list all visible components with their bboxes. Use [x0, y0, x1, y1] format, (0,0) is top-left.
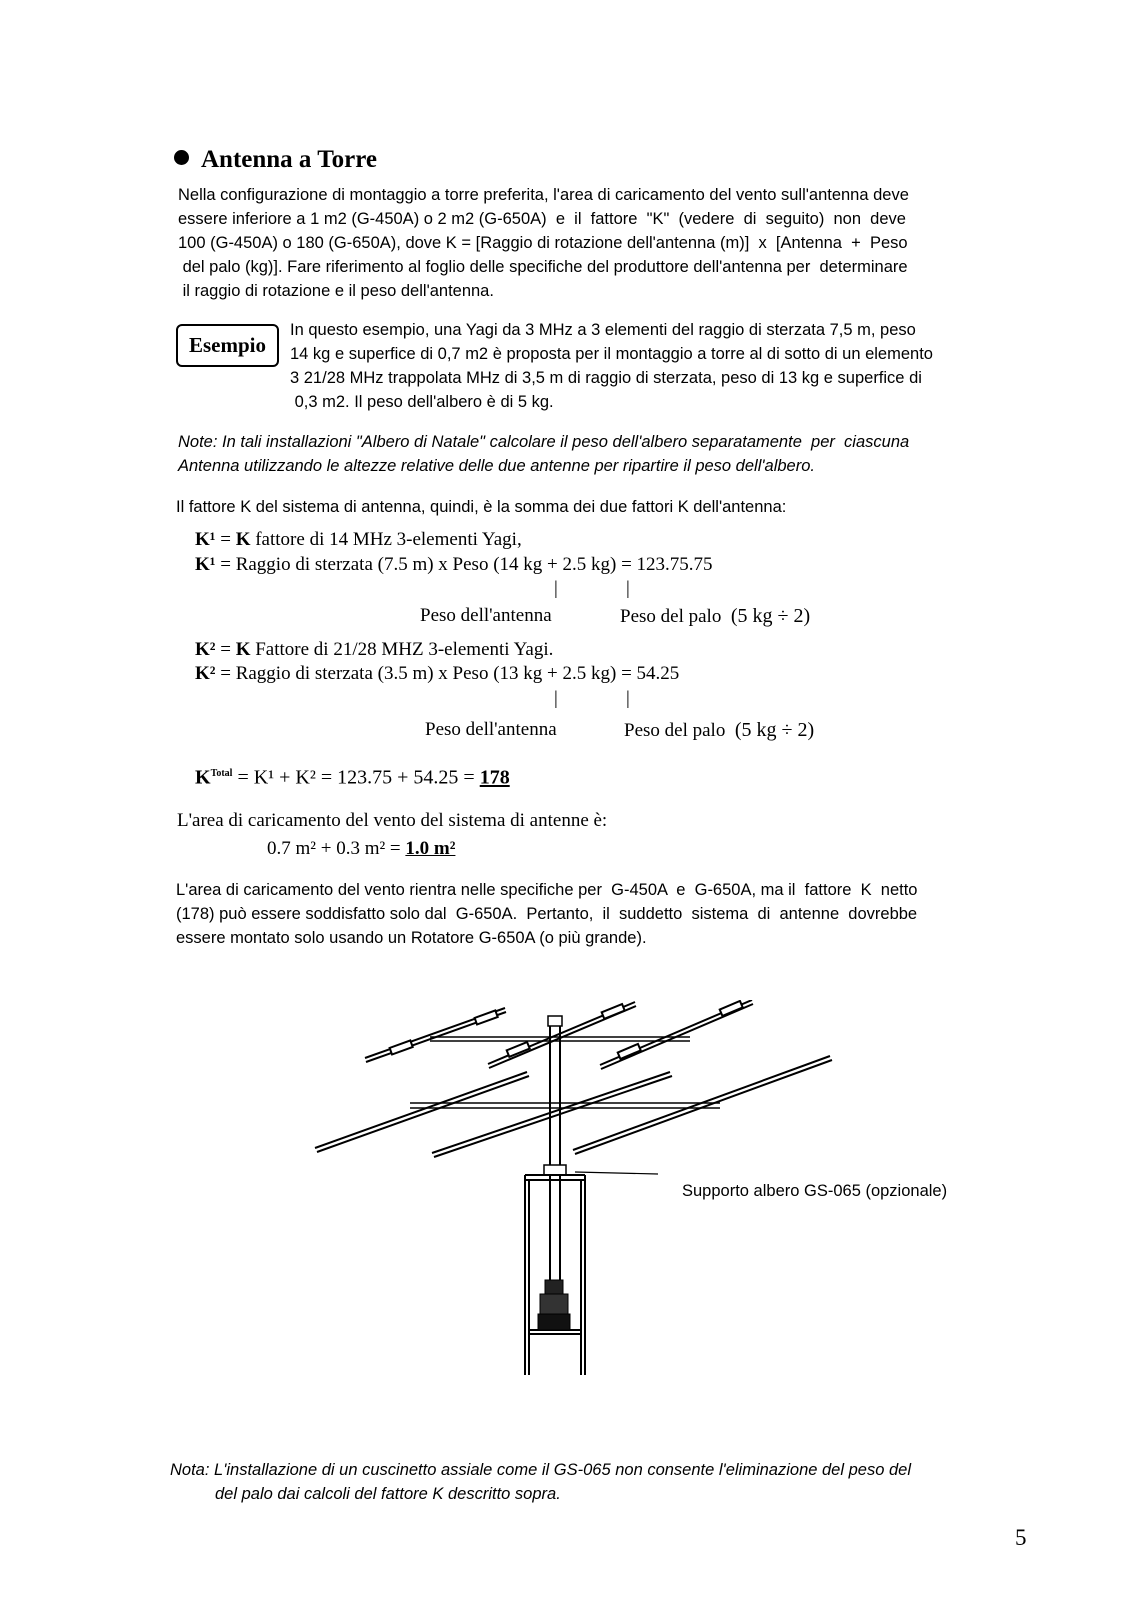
k1-antenna-tick: |	[554, 578, 558, 599]
intro-paragraph	[178, 183, 1016, 303]
note-line: Antenna utilizzando le altezze relative delle due antenne per ripartire il peso dell'albero.	[178, 457, 815, 475]
k2-pole-calc: (5 kg ÷ 2)	[734, 719, 815, 741]
example-line: 14 kg e superfice di 0,7 m2 è proposta per il montaggio a torre al di sotto di un elemento	[290, 345, 933, 363]
k2-definition: K² = K Fattore di 21/28 MHZ 3-elementi Yagi.	[195, 639, 554, 660]
k1-calculation: K¹ = Raggio di sterzata (7.5 m) x Peso (14 kg + 2.5 kg) = 123.75.75	[195, 554, 713, 575]
lower-elements	[315, 1056, 832, 1157]
note-christmas-tree	[178, 430, 909, 478]
k-total-equation	[195, 762, 510, 790]
k-total-symbol: K	[195, 766, 211, 789]
k1-formula: Raggio di sterzata (7.5 m) x Peso (14 kg + 2.5 kg) = 123.75.75	[230, 554, 713, 575]
k-intro-text: Il fattore K del sistema di antenna, quindi, è la somma dei due fattori K dell'antenna:	[176, 498, 787, 516]
k2-antenna-weight-label: Peso dell'antenna	[425, 719, 557, 740]
intro-line: 100 (G-450A) o 180 (G-650A), dove K = [Raggio di rotazione dell'antenna (m)] x [Antenna + Peso	[178, 234, 908, 252]
intro-line: il raggio di rotazione e il peso dell'antenna.	[178, 282, 494, 300]
conclusion-line: L'area di caricamento del vento rientra nelle specifiche per G-450A e G-650A, ma il fattore K netto	[176, 881, 918, 899]
example-line: 0,3 m2. Il peso dell'albero è di 5 kg.	[290, 393, 554, 411]
k-total-result: 178	[479, 766, 510, 789]
section-heading	[174, 146, 377, 174]
conclusion-line: essere montato solo usando un Rotatore G-650A (o più grande).	[176, 929, 647, 947]
example-line: 3 21/28 MHz trappolata MHz di 3,5 m di raggio di sterzata, peso di 13 kg e superfice di	[290, 369, 922, 387]
note-bearing	[170, 1458, 911, 1506]
k2-formula: Raggio di sterzata (3.5 m) x Peso (13 kg + 2.5 kg) = 54.25	[230, 663, 680, 684]
k1-description: fattore di 14 MHz 3-elementi Yagi,	[250, 529, 522, 550]
example-badge: Esempio	[176, 324, 279, 367]
note-line: Nota: L'installazione di un cuscinetto assiale come il GS-065 non consente l'eliminazione del peso del	[170, 1461, 911, 1479]
wind-area-result: 1.0 m²	[405, 838, 456, 859]
k2-pole-tick: |	[626, 688, 630, 709]
intro-line: Nella configurazione di montaggio a torre preferita, l'area di caricamento del vento sull'antenna deve	[178, 186, 909, 204]
k2-symbol: K²	[195, 639, 216, 660]
k2-antenna-tick: |	[554, 688, 558, 709]
k1-pole-calc: (5 kg ÷ 2)	[730, 605, 811, 627]
wind-area-equation	[267, 838, 455, 860]
k1-symbol: K¹	[195, 529, 216, 550]
intro-line: del palo (kg)]. Fare riferimento al foglio delle specifiche del produttore dell'antenna per determinare	[178, 258, 908, 276]
tower-section	[525, 1175, 585, 1375]
k2-pole-label: Peso del palo	[624, 720, 726, 741]
figure-caption: Supporto albero GS-065 (opzionale)	[682, 1182, 948, 1200]
k1-k: K	[235, 529, 251, 550]
intro-line: essere inferiore a 1 m2 (G-450A) o 2 m2 (G-650A) e il fattore "K" (vedere di seguito) non deve	[178, 210, 906, 228]
k2-pole-weight-label	[624, 718, 814, 743]
heading-text: Antenna a Torre	[201, 146, 377, 173]
k2-description: Fattore di 21/28 MHZ 3-elementi Yagi.	[250, 639, 554, 660]
wind-area-expression: 0.7 m² + 0.3 m² =	[267, 838, 406, 859]
bullet-icon	[174, 150, 189, 165]
k1-pole-tick: |	[626, 578, 630, 599]
caption-leader	[575, 1172, 658, 1174]
wind-area-intro: L'area di caricamento del vento del sistema di antenne è:	[177, 810, 608, 831]
k1-antenna-weight-label: Peso dell'antenna	[420, 605, 552, 626]
conclusion-line: (178) può essere soddisfatto solo dal G-650A. Pertanto, il suddetto sistema di antenne dovrebbe	[176, 905, 918, 923]
page-number: 5	[1015, 1525, 1027, 1550]
conclusion-paragraph	[176, 878, 1033, 950]
note-line: Note: In tali installazioni "Albero di Natale" calcolare il peso dell'albero separatamente per ciascuna	[178, 433, 910, 451]
k1-definition: K¹ = K fattore di 14 MHz 3-elementi Yagi,	[195, 529, 522, 550]
thrust-bearing	[544, 1165, 566, 1175]
rotator	[538, 1280, 570, 1330]
note-line: del palo dai calcoli del fattore K descritto sopra.	[215, 1485, 561, 1503]
example-paragraph	[290, 318, 1030, 414]
k1-pole-label: Peso del palo	[620, 606, 722, 627]
k-total-sup: Total	[210, 768, 233, 779]
k-total-expression: = K¹ + K² = 123.75 + 54.25 =	[232, 766, 480, 789]
k2-calculation: K² = Raggio di sterzata (3.5 m) x Peso (13 kg + 2.5 kg) = 54.25	[195, 663, 680, 684]
k2-k: K	[235, 639, 251, 660]
k1-pole-weight-label	[620, 604, 810, 629]
k2-symbol: K²	[195, 663, 216, 684]
k1-symbol: K¹	[195, 554, 216, 575]
example-line: In questo esempio, una Yagi da 3 MHz a 3 elementi del raggio di sterzata 7,5 m, peso	[290, 321, 916, 339]
